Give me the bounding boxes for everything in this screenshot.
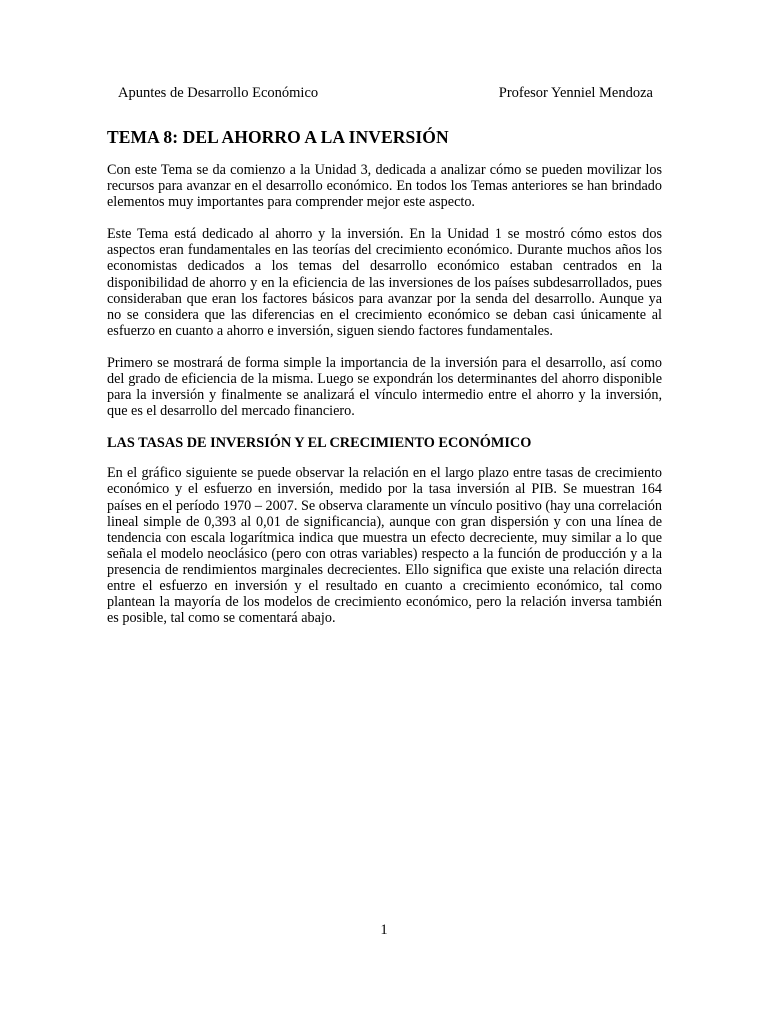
- paragraph-intro: Con este Tema se da comienzo a la Unidad 3, dedicada a analizar cómo se pueden movilizar los recursos para avanzar en el desarrollo económico. En todos los Temas anteriores se han brindado elementos muy importantes para comprender mejor este aspecto.: [107, 162, 662, 211]
- section-title: LAS TASAS DE INVERSIÓN Y EL CRECIMIENTO ECONÓMICO: [107, 435, 532, 452]
- paragraph-section-body: En el gráfico siguiente se puede observar la relación en el largo plazo entre tasas de crecimiento económico y el esfuerzo en inversión, medido por la tasa inversión al PIB. Se muestran 164 países en el período 1970 – 2007. Se observa claramente un vínculo positivo (hay una correlación lineal simple de 0,393 al 0,01 de significancia), aunque con gran dispersión y con una línea de tendencia con escala logarítmica indica que muestra un efecto decreciente, muy similar a lo que señala el modelo neoclásico (pero con otras variables) respecto a la función de producción y a la presencia de rendimientos marginales decrecientes. Ello significa que existe una relación directa entre el esfuerzo en inversión y el resultado en cuanto a crecimiento económico, tal como plantean la mayoría de los modelos de crecimiento económico, pero la relación inversa también es posible, tal como se comentará abajo.: [107, 465, 662, 627]
- page-number: 1: [380, 922, 388, 938]
- paragraph-outline: Primero se mostrará de forma simple la importancia de la inversión para el desarrollo, así como del grado de eficiencia de la misma. Luego se expondrán los determinantes del ahorro disponible para la inversión y finalmente se analizará el vínculo intermedio entre el ahorro y la inversión, que es el desarrollo del mercado financiero.: [107, 354, 662, 420]
- header-author: Profesor Yenniel Mendoza: [498, 85, 653, 101]
- page-header: [118, 85, 653, 105]
- header-course-title: Apuntes de Desarrollo Económico: [118, 85, 319, 101]
- document-body: [107, 127, 662, 642]
- document-title: TEMA 8: DEL AHORRO A LA INVERSIÓN: [107, 127, 449, 147]
- paragraph-savings-investment: Este Tema está dedicado al ahorro y la inversión. En la Unidad 1 se mostró cómo estos dos aspectos eran fundamentales en las teorías del crecimiento económico. Durante muchos años los economistas dedicados a los temas del desarrollo económico estaban centrados en la disponibilidad de ahorro y en la eficiencia de las inversiones de los países subdesarrollados, pues consideraban que eran los factores básicos para avanzar por la senda del desarrollo. Aunque ya no se considera que las diferencias en el crecimiento económico se deban casi únicamente al esfuerzo en cuanto a ahorro e inversión, siguen siendo factores fundamentales.: [107, 226, 662, 339]
